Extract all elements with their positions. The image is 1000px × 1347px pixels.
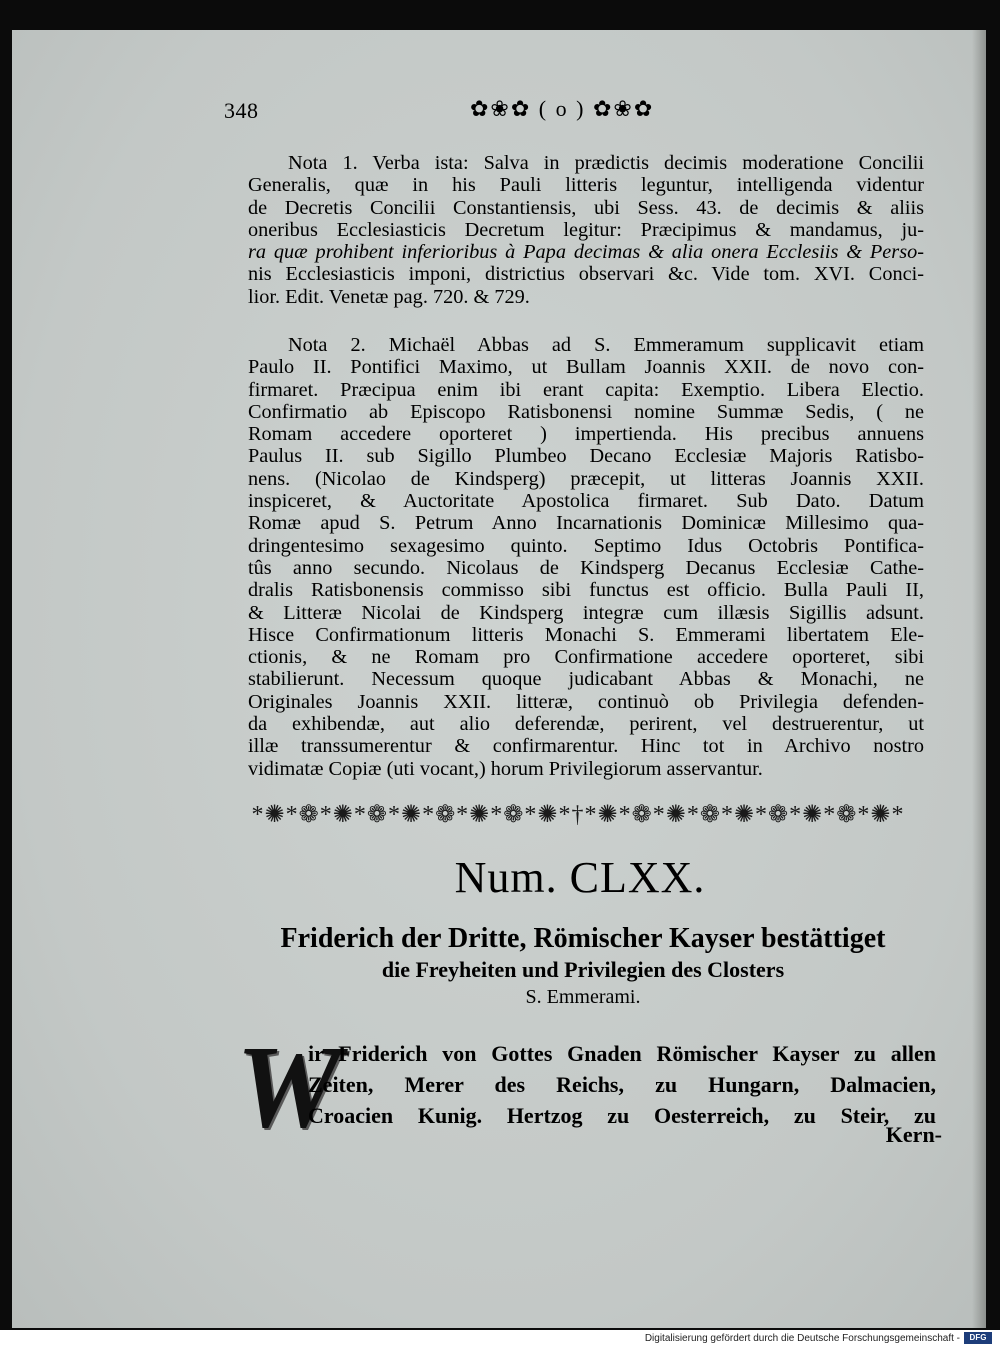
text-line: oneribus Ecclesiasticis Decretum legitur: Præcipimus & mandamus, ju- [248, 218, 924, 241]
document-title [236, 922, 930, 1010]
text-line: lior. Edit. Venetæ pag. 720. & 729. [248, 285, 530, 308]
text-line: ir Friderich von Gottes Gnaden Römischer Kayser zu allen [308, 1041, 936, 1066]
title-line-1: Friderich der Dritte, Römischer Kayser bestättiget [280, 923, 886, 954]
text-line: Paulo II. Pontifici Maximo, ut Bullam Joannis XXII. de novo con- [248, 356, 924, 379]
header-ornament: ✿❀✿ ( o ) ✿❀✿ [470, 96, 655, 121]
text-line: ra quæ prohibent inferioribus à Papa decimas & alia onera Ecclesiis & Perso- [248, 241, 924, 264]
text-line: nis Ecclesiasticis imponi, districtius observari &c. Vide tom. XVI. Conci- [248, 263, 924, 286]
page-header [224, 96, 924, 126]
note-2 [248, 334, 924, 780]
text-line: Hisce Confirmationum litteris Monachi S. Emmerami libertatem Ele- [248, 623, 924, 646]
text-line: Confirmatio ab Episcopo Ratisbonensi nomine Summæ Sedis, ( ne [248, 400, 924, 423]
text-line: nens. (Nicolao de Kindsperg) præcepit, ut litteras Joannis XXII. [248, 467, 924, 490]
charter-text-block [236, 1021, 936, 1152]
drop-cap-initial: W [236, 1021, 341, 1152]
text-line: Zeiten, Merer des Reichs, zu Hungarn, Dalmacien, [308, 1072, 936, 1097]
title-line-3: S. Emmerami. [525, 986, 641, 1008]
title-line-2: die Freyheiten und Privilegien des Closters [381, 957, 785, 982]
text-line: inspiceret, & Auctoritate Apostolica firmaret. Sub Dato. Datum [248, 490, 924, 513]
text-line: Paulus II. sub Sigillo Plumbeo Decano Ecclesiæ Majoris Ratisbo- [248, 445, 924, 468]
text-line: de Decretis Concilii Constantiensis, ubi Sess. 43. de decimis & aliis [248, 196, 924, 219]
text-line: Nota 1. Verba ista: Salva in prædictis decimis moderatione Concilii [288, 152, 924, 174]
text-line: Romam accedere oporteret ) impertienda. His precibus annuens [248, 423, 924, 446]
funding-credit: Digitalisierung gefördert durch die Deutsche Forschungsgemeinschaft - [644, 1333, 960, 1344]
text-line: dralis Ratisbonensis commisso sibi functus est officio. Bulla Pauli II, [248, 579, 924, 602]
catch-word: Kern- [885, 1122, 942, 1147]
text-line: Nota 2. Michaël Abbas ad S. Emmeramum supplicavit etiam [288, 334, 924, 356]
text-line: tûs anno secundo. Nicolaus de Kindsperg Decanus Ecclesiæ Cathe- [248, 556, 924, 579]
charter-text [308, 1038, 936, 1131]
text-line: ctionis, & ne Romam pro Confirmatione accedere oporteret, sibi [248, 646, 924, 669]
text-line: & Litteræ Nicolai de Kindsperg integræ cum illæsis Sigillis adsunt. [248, 601, 924, 624]
text-line: Croacien Kunig. Hertzog zu Oesterreich, zu Steir, zu [308, 1103, 936, 1128]
text-line: illæ transsumerentur & confirmarentur. Hinc tot in Archivo nostro [248, 735, 924, 758]
ornamental-divider: *✺*❁*✺*❁*✺*❁*✺*❁*✺*†*✺*❁*✺*❁*✺*❁*✺*❁*✺* [251, 802, 905, 828]
text-line: Originales Joannis XXII. litteræ, continuò ob Privilegia defenden- [248, 690, 924, 713]
page-number: 348 [224, 98, 259, 123]
dfg-logo: DFG [964, 1332, 992, 1344]
text-line: stabilierunt. Necessum quoque judicabant Abbas & Monachi, ne [248, 668, 924, 691]
text-line: dringentesimo sexagesimo quinto. Septimo Idus Octobris Pontifica- [248, 534, 924, 557]
text-line: da exhibendæ, aut alio deferendæ, perirent, vel destruerentur, ut [248, 713, 924, 736]
text-line: firmaret. Præcipua enim ibi erant capita: Exemptio. Libera Electio. [248, 378, 924, 401]
text-line: Generalis, quæ in his Pauli litteris leguntur, intelligenda videntur [248, 174, 924, 197]
document-number-heading: Num. CLXX. [454, 853, 706, 902]
note-1 [248, 152, 924, 308]
text-line: Romæ apud S. Petrum Anno Incarnationis Dominicæ Millesimo qua- [248, 512, 924, 535]
text-line: vidimatæ Copiæ (uti vocant,) horum Privilegiorum asservantur. [248, 757, 763, 780]
page-edge-shadow [972, 30, 986, 1328]
